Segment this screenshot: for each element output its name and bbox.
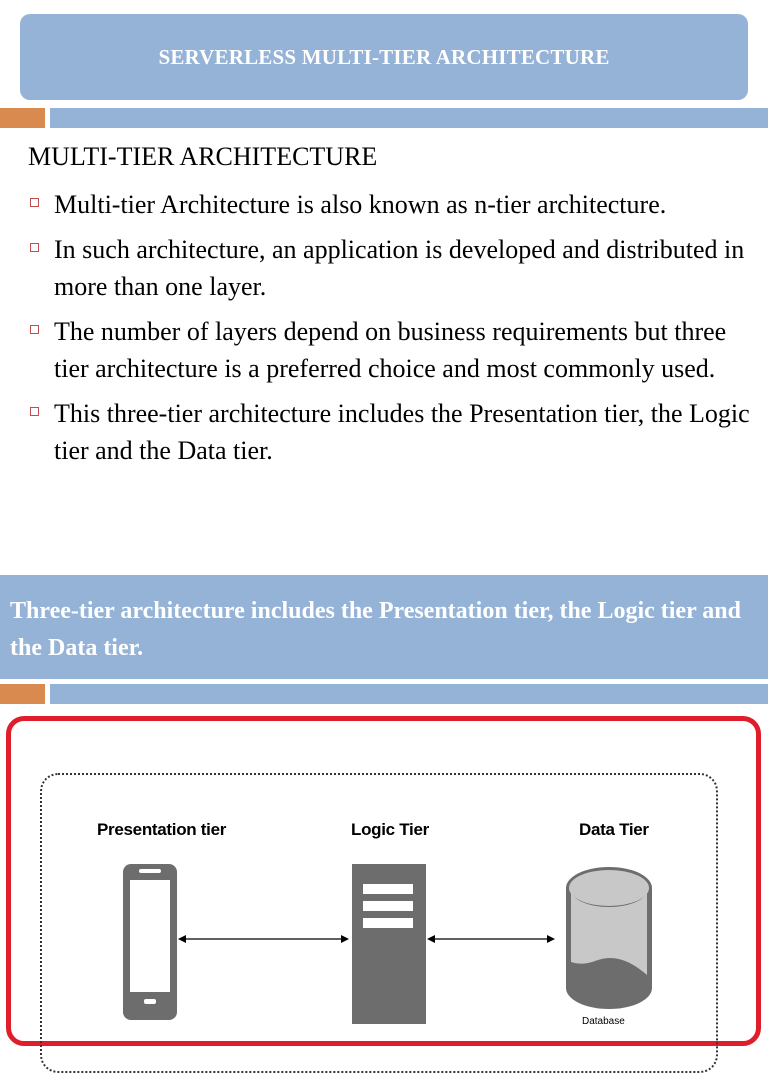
accent-bar-blue <box>50 684 768 704</box>
tier-diagram <box>0 850 768 1024</box>
bullet-item <box>28 186 763 223</box>
slide-title: SERVERLESS MULTI-TIER ARCHITECTURE <box>158 44 610 69</box>
data-tier-label: Data Tier <box>579 820 649 839</box>
bullet-text: Multi-tier Architecture is also known as n-tier architecture. <box>54 190 667 219</box>
bullet-square-icon <box>30 325 39 334</box>
presentation-tier-label: Presentation tier <box>97 820 227 839</box>
summary-band-text: Three-tier architecture includes the Presentation tier, the Logic tier and the Data tier. <box>10 598 741 661</box>
accent-bar-orange <box>0 684 45 704</box>
accent-bar-orange <box>0 108 45 128</box>
accent-bar-bottom <box>0 684 768 704</box>
server-icon <box>352 864 426 1024</box>
summary-band <box>0 575 768 679</box>
database-icon <box>566 867 652 1009</box>
bullet-square-icon <box>30 407 39 416</box>
section-heading: MULTI-TIER ARCHITECTURE <box>28 142 378 171</box>
accent-bar-blue <box>50 108 768 128</box>
accent-bar-top <box>0 108 768 128</box>
bullet-text: The number of layers depend on business requirements but three tier architecture is a preferred choice and most commonly used. <box>54 317 727 383</box>
database-caption: Database <box>582 1016 625 1027</box>
bullet-square-icon <box>30 243 39 252</box>
bullet-item <box>28 231 763 305</box>
bullet-list <box>28 186 763 477</box>
bullet-item <box>28 395 763 469</box>
slide-title-box <box>20 14 748 100</box>
arrow-presentation-logic <box>178 935 349 943</box>
bullet-text: This three-tier architecture includes the Presentation tier, the Logic tier and the Data tier. <box>54 399 750 465</box>
logic-tier-label: Logic Tier <box>351 820 429 839</box>
bullet-item <box>28 313 763 387</box>
bullet-text: In such architecture, an application is developed and distributed in more than one layer. <box>54 235 745 301</box>
arrow-logic-data <box>427 935 555 943</box>
mobile-phone-icon <box>123 864 177 1020</box>
bullet-square-icon <box>30 198 39 207</box>
